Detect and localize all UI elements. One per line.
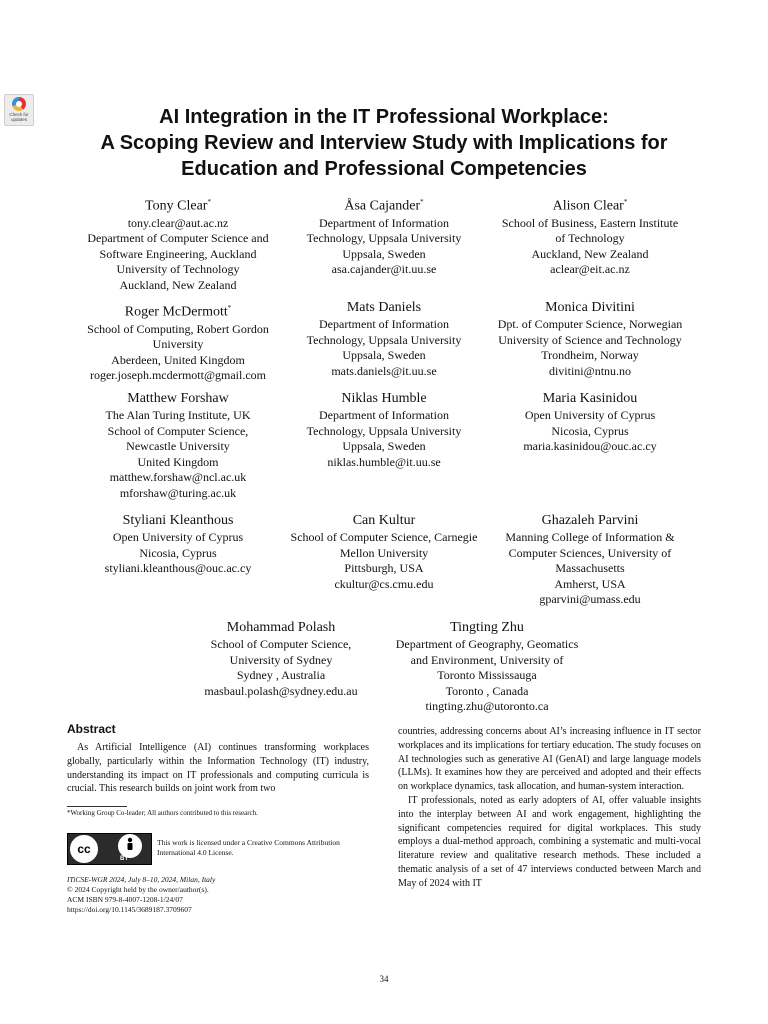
author-email[interactable]: tingting.zhu@utoronto.ca — [425, 699, 549, 714]
person-icon — [118, 834, 142, 858]
author-affiliation-line: Newcastle University — [126, 439, 230, 454]
crossmark-icon — [12, 97, 26, 111]
author-name: Mats Daniels — [346, 300, 422, 315]
author-block — [78, 300, 278, 384]
author-affiliation-line: Department of Information — [319, 215, 449, 230]
author-affiliation-line: Auckland, New Zealand — [531, 246, 649, 261]
author-affiliation-line: University of Science and Technology — [498, 332, 682, 347]
author-name: Roger McDermott — [124, 304, 228, 320]
author-name-row — [284, 194, 484, 215]
author-affiliation-line: Technology, Uppsala University — [306, 423, 462, 438]
author-email[interactable]: tony.clear@aut.ac.nz — [127, 215, 229, 230]
doi-link[interactable]: https://doi.org/10.1145/3689187.3709607 — [67, 905, 192, 914]
author-email[interactable]: masbaul.polash@sydney.edu.au — [204, 683, 358, 698]
author-name-row — [78, 194, 278, 215]
author-block — [490, 391, 690, 455]
co-leader-mark: * — [207, 198, 211, 206]
author-email[interactable]: divitini@ntnu.no — [548, 363, 632, 378]
author-affiliation-line: Pittsburgh, USA — [344, 561, 424, 576]
author-block — [490, 513, 690, 608]
author-name: Ghazaleh Parvini — [541, 513, 639, 528]
author-block — [78, 391, 278, 502]
author-affiliation-line: Toronto , Canada — [445, 683, 529, 698]
author-email[interactable]: ckultur@cs.cmu.edu — [334, 576, 434, 591]
author-affiliation-line: Computer Sciences, University of — [508, 545, 672, 560]
author-email[interactable]: mforshaw@turing.ac.uk — [119, 485, 237, 500]
author-name-row — [490, 194, 690, 215]
author-name: Styliani Kleanthous — [122, 513, 234, 528]
author-affiliation-line: Nicosia, Cyprus — [139, 545, 217, 560]
author-block — [78, 194, 278, 294]
author-affiliation-line: and Environment, University of — [410, 652, 564, 667]
author-name: Can Kultur — [352, 513, 416, 528]
author-block — [181, 620, 381, 699]
abstract-left-column — [67, 722, 369, 796]
abstract-paragraph: IT professionals, noted as early adopters of AI, offer valuable insights into the interplay between AI and work engagement, highlighting the significant competencies required for digital workplaces. This study employs a dual-method approach, combining a systematic and multi-vocal literature review and qualitative research methods. These included a thematic analysis of a set of 47 interviews conducted between March and May of 2024 with IT — [398, 794, 701, 889]
author-name: Tingting Zhu — [450, 620, 524, 635]
author-block — [284, 513, 484, 592]
footnote: *Working Group Co-leader; All authors contributed to this research. — [67, 809, 258, 817]
author-email[interactable]: asa.cajander@it.uu.se — [331, 262, 437, 277]
conference-info: ITiCSE-WGR 2024, July 8–10, 2024, Milan, Italy — [67, 875, 216, 884]
author-affiliation-line: Department of Information — [319, 317, 449, 331]
page-number: 34 — [379, 974, 389, 984]
by-label: BY — [120, 856, 129, 862]
author-affiliation-line: Amherst, USA — [554, 576, 626, 591]
author-affiliation-line: of Technology — [555, 231, 625, 246]
author-affiliation-line: School of Business, Eastern Institute — [501, 215, 679, 230]
abstract-paragraph: As Artificial Intelligence (AI) continues transforming workplaces globally, particularly within the Information Technology (IT) industry, understanding its impact on IT professionals and computing curricula is crucial. This research builds on joint work from two — [67, 742, 369, 795]
author-affiliation-line: United Kingdom — [137, 454, 219, 469]
author-affiliation-line: Mellon University — [339, 545, 429, 560]
author-affiliation-line: School of Computer Science, — [210, 637, 352, 651]
author-email[interactable]: gparvini@umass.edu — [539, 592, 641, 607]
author-affiliation-line: Sydney , Australia — [236, 668, 326, 683]
abstract-heading: Abstract — [67, 722, 116, 736]
author-affiliation-line: Uppsala, Sweden — [342, 348, 426, 363]
author-name: Monica Divitini — [545, 300, 635, 315]
author-affiliation-line: University of Technology — [116, 262, 240, 277]
title-line-2: A Scoping Review and Interview Study with Implications for — [100, 132, 668, 154]
author-affiliation-line: Technology, Uppsala University — [306, 332, 462, 347]
author-affiliation-line: Manning College of Information & — [505, 530, 675, 544]
cc-icon: cc — [70, 835, 98, 863]
cc-by-license-logo[interactable] — [67, 833, 152, 865]
author-affiliation-line: Dpt. of Computer Science, Norwegian — [497, 317, 683, 331]
author-affiliation-line: Department of Geography, Geomatics — [395, 637, 579, 651]
copyright-line: © 2024 Copyright held by the owner/author(s). — [67, 885, 209, 894]
abstract-paragraph: countries, addressing concerns about AI’s increasing influence in IT sector workplaces and its implications for tertiary education. The study focuses on AI technologies such as generative AI (GenAI) and large language models (LLMs). It examines how they are perceived and adopted and their effects on workplace dynamics, task allocation, and human-system interaction. — [398, 726, 701, 793]
author-email[interactable]: styliani.kleanthous@ouc.ac.cy — [104, 561, 252, 576]
author-name-row — [78, 300, 278, 321]
author-name: Tony Clear — [145, 198, 208, 214]
title-line-3: Education and Professional Competencies — [181, 158, 587, 180]
author-block — [387, 620, 587, 715]
author-affiliation-line: Trondheim, Norway — [541, 348, 639, 363]
abstract-right-column — [398, 725, 701, 891]
author-affiliation-line: Open University of Cyprus — [524, 408, 656, 422]
author-name: Åsa Cajander — [344, 198, 421, 214]
author-affiliation-line: Toronto Mississauga — [437, 668, 537, 683]
author-affiliation-line: School of Computing, Robert Gordon — [87, 321, 269, 336]
author-affiliation-line: Auckland, New Zealand — [119, 278, 237, 293]
author-email[interactable]: aclear@eit.ac.nz — [550, 262, 630, 277]
author-block — [284, 194, 484, 278]
author-name: Matthew Forshaw — [127, 391, 229, 406]
author-affiliation-line: Open University of Cyprus — [112, 530, 244, 544]
author-affiliation-line: Department of Information — [319, 408, 449, 422]
footnote-divider — [67, 806, 127, 807]
author-affiliation-line: Uppsala, Sweden — [342, 439, 426, 454]
author-affiliation-line: School of Computer Science, Carnegie — [290, 530, 478, 544]
publication-metadata — [67, 875, 215, 915]
author-email[interactable]: niklas.humble@it.uu.se — [327, 454, 441, 469]
author-affiliation-line: University of Sydney — [229, 652, 333, 667]
license-text: This work is licensed under a Creative Commons Attribution International 4.0 License. — [157, 838, 340, 857]
co-leader-mark: * — [420, 198, 424, 206]
author-name: Maria Kasinidou — [542, 391, 638, 406]
check-for-updates-badge[interactable] — [4, 94, 34, 126]
paper-title — [60, 104, 708, 182]
author-affiliation-line: Technology, Uppsala University — [306, 231, 462, 246]
author-affiliation-line: Uppsala, Sweden — [342, 246, 426, 261]
author-affiliation-line: Software Engineering, Auckland — [99, 246, 257, 261]
author-email[interactable]: maria.kasinidou@ouc.ac.cy — [523, 439, 657, 454]
author-affiliation-line: University — [152, 337, 204, 352]
author-block — [490, 300, 690, 379]
author-email[interactable]: mats.daniels@it.uu.se — [331, 363, 437, 378]
badge-text: Check for updates — [9, 112, 29, 122]
author-affiliation-line: Aberdeen, United Kingdom — [111, 352, 245, 367]
author-name: Alison Clear — [552, 198, 624, 214]
author-name: Mohammad Polash — [226, 620, 336, 635]
title-line-1: AI Integration in the IT Professional Workplace: — [159, 106, 609, 128]
author-block — [284, 391, 484, 470]
author-block — [284, 300, 484, 379]
author-name: Niklas Humble — [341, 391, 427, 406]
author-affiliation-line: School of Computer Science, — [107, 423, 249, 438]
isbn-line: ACM ISBN 979-8-4007-1208-1/24/07 — [67, 895, 183, 904]
author-email[interactable]: matthew.forshaw@ncl.ac.uk — [109, 470, 247, 485]
author-email[interactable]: roger.joseph.mcdermott@gmail.com — [89, 368, 266, 383]
co-leader-mark: * — [623, 198, 628, 206]
author-block — [490, 194, 690, 278]
author-affiliation-line: Department of Computer Science and — [87, 231, 269, 246]
author-affiliation-line: Nicosia, Cyprus — [551, 423, 629, 438]
person-glyph — [120, 836, 140, 852]
author-affiliation-line: The Alan Turing Institute, UK — [105, 408, 251, 422]
co-leader-mark: * — [227, 304, 232, 312]
author-affiliation-line: Massachusetts — [555, 561, 625, 576]
author-block — [78, 513, 278, 577]
